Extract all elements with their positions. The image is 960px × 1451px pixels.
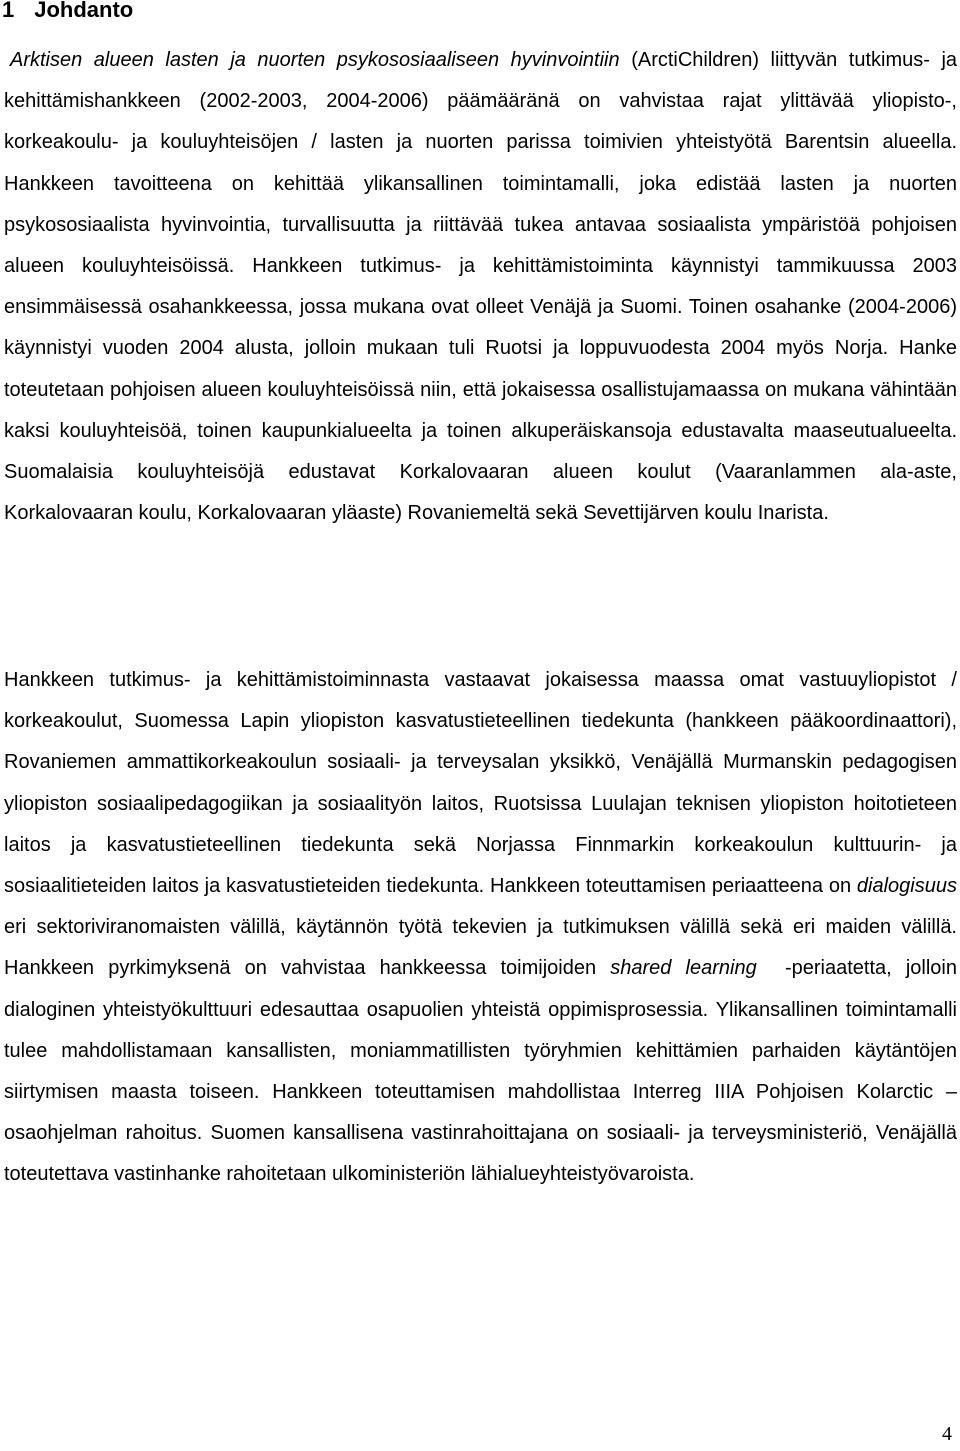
section-title: Johdanto xyxy=(34,0,134,22)
paragraph-2-text-a: Hankkeen tutkimus- ja kehittämistoiminnasta vastaavat jokaisessa maassa omat vastuuyliopistot / korkeakoulut, Suomessa Lapin yliopiston kasvatustieteellinen tiedekunta (hankkeen pääkoordinaattori), Rovaniemen ammattikorkeakoulun sosiaali- ja terveysalan yksikkö, Venäjällä Murmanskin pedagogisen yliopiston sosiaalipedagogiikan ja sosiaalityön laitos, Ruotsissa Luulajan teknisen yliopiston hoitotieteen laitos ja kasvatustieteellinen tiedekunta sekä Norjassa Finnmarkin korkeakoulun kulttuurin- ja sosiaalitieteiden laitos ja kasvatustieteiden tiedekunta. Hankkeen toteuttamisen periaatteena on xyxy=(4,669,957,898)
paragraph-1-text: (ArctiChildren) liittyvän tutkimus- ja kehittämishankkeen (2002-2003, 2004-2006) päämääränä on vahvistaa rajat ylittävää yliopisto-, korkeakoulu- ja kouluyhteisöjen / lasten ja nuorten parissa toimivien yhteistyötä Barentsin alueella. Hankkeen tavoitteena on kehittää ylikansallinen toimintamalli, joka edistää lasten ja nuorten psykososiaalista hyvinvointia, turvallisuutta ja riittävää tukea antavaa sosiaalista ympäristöä pohjoisen alueen kouluyhteisöissä. Hankkeen tutkimus- ja kehittämistoiminta käynnistyi tammikuussa 2003 ensimmäisessä osahankkeessa, jossa mukana ovat olleet Venäjä ja Suomi. Toinen osahanke (2004-2006) käynnistyi vuoden 2004 alusta, jolloin mukaan tuli Ruotsi ja loppuvuodesta 2004 myös Norja. Hanke toteutetaan pohjoisen alueen kouluyhteisöissä niin, että jokaisessa osallistujamaassa on mukana vähintään kaksi kouluyhteisöä, toinen kaupunkialueelta ja toinen alkuperäiskansoja edustavalta maaseutualueelta. Suomalaisia kouluyhteisöjä edustavat Korkalovaaran alueen koulut (Vaaranlammen ala-aste, Korkalovaaran koulu, Korkalovaaran yläaste) Rovaniemeltä sekä Sevettijärven koulu Inarista. xyxy=(4,49,958,525)
intro-paragraph-1 xyxy=(4,40,957,534)
shared-learning-italic: shared learning xyxy=(610,957,757,980)
section-number: 1 xyxy=(2,0,15,22)
page-number: 4 xyxy=(942,1423,952,1445)
paragraph-2-text-c: -periaatetta, jolloin dialoginen yhteistyökulttuuri edesauttaa osapuolien yhteistä oppimisprosessia. Ylikansallinen toimintamalli tulee mahdollistamaan kansallisten, moniammatillisten työryhmien kehittämien parhaiden käytäntöjen siirtymisen maasta toiseen. Hankkeen toteuttamisen mahdollistaa Interreg IIIA Pohjoisen Kolarctic –osaohjelman rahoitus. Suomen kansallisena vastinrahoittajana on sosiaali- ja terveysministeriö, Venäjällä toteutettava vastinhanke rahoitetaan ulkoministeriön lähialueyhteistyövaroista. xyxy=(4,957,957,1186)
dialogisuus-italic: dialogisuus xyxy=(856,875,957,898)
paragraph-2-text-b: eri sektoriviranomaisten välillä, käytännön työtä tekevien ja tutkimuksen välillä sekä eri maiden välillä. Hankkeen pyrkimyksenä on vahvistaa hankkeessa toimijoiden xyxy=(4,916,957,980)
section-heading xyxy=(2,0,133,26)
project-name-italic: Arktisen alueen lasten ja nuorten psykososiaaliseen hyvinvointiin xyxy=(10,49,620,71)
intro-paragraph-2 xyxy=(4,660,957,1196)
